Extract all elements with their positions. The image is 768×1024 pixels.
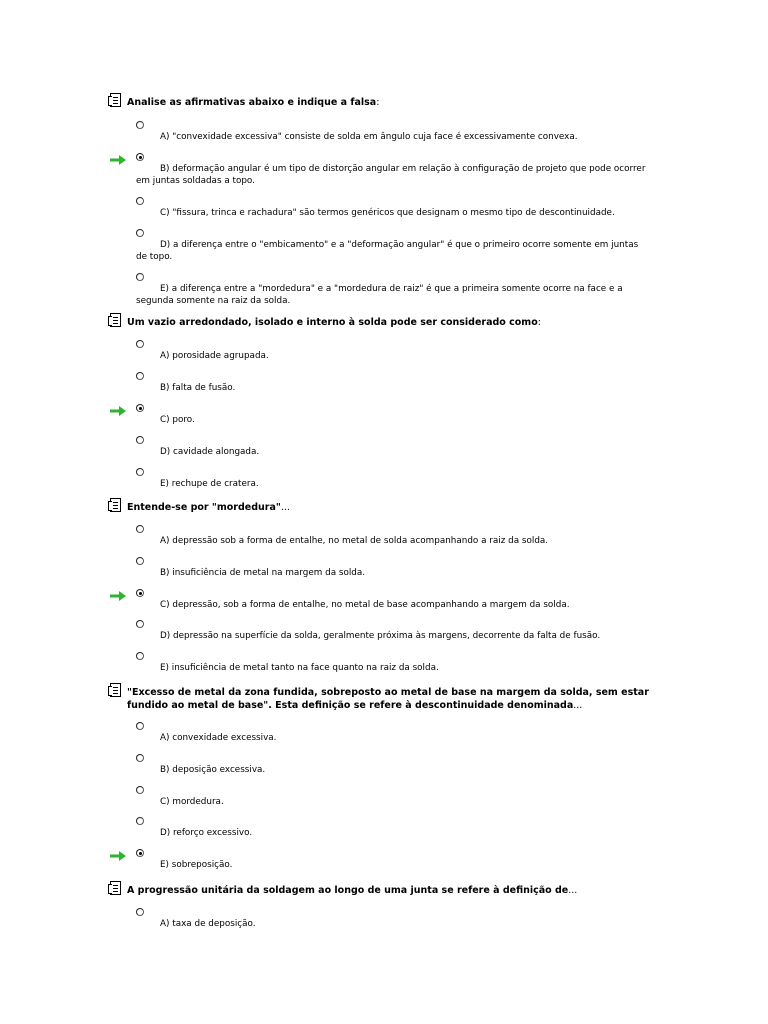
option-text: E) rechupe de cratera. [160, 479, 259, 489]
option-text: B) insuficiência de metal na margem da solda. [160, 568, 366, 578]
option-text: A) porosidade agrupada. [160, 351, 269, 361]
correct-answer-arrow-icon [110, 155, 126, 165]
question-2 [110, 316, 670, 489]
question-suffix: ... [280, 502, 290, 513]
radio-button[interactable] [136, 557, 144, 565]
radio-button[interactable] [136, 468, 144, 476]
question-4 [110, 686, 670, 870]
radio-button[interactable] [136, 817, 144, 825]
correct-answer-arrow-icon [110, 851, 126, 861]
radio-button[interactable] [136, 436, 144, 444]
radio-button[interactable] [136, 908, 144, 916]
option-text: D) depressão na superfície da solda, geralmente próxima às margens, decorrente da falta de fusão. [160, 631, 601, 641]
question-prompt [110, 96, 670, 109]
radio-button[interactable] [136, 121, 144, 129]
radio-button-selected[interactable] [136, 589, 144, 597]
radio-button[interactable] [136, 652, 144, 660]
option-text: A) taxa de deposição. [160, 919, 256, 929]
radio-button[interactable] [136, 340, 144, 348]
radio-button[interactable] [136, 372, 144, 380]
question-1 [110, 96, 670, 306]
correct-answer-arrow-icon [110, 591, 126, 601]
correct-answer-arrow-icon [110, 406, 126, 416]
radio-button-selected[interactable] [136, 404, 144, 412]
question-text: "Excesso de metal da zona fundida, sobreposto ao metal de base na margem da solda, sem estar fundido ao metal de base". Esta definição se refere à descontinuidade denominada [127, 687, 649, 711]
radio-button[interactable] [136, 197, 144, 205]
question-suffix: ... [573, 700, 583, 711]
question-note-icon [110, 93, 121, 107]
radio-button[interactable] [136, 722, 144, 730]
radio-button[interactable] [136, 786, 144, 794]
radio-button[interactable] [136, 229, 144, 237]
radio-button[interactable] [136, 620, 144, 628]
option-text: A) convexidade excessiva. [160, 733, 277, 743]
option-text: E) a diferença entre a "mordedura" e a "mordedura de raiz" é que a primeira somente ocorre na face e a segunda somente na raiz da solda. [136, 284, 623, 306]
radio-button[interactable] [136, 525, 144, 533]
question-text: Analise as afirmativas abaixo e indique a falsa [127, 97, 377, 108]
question-note-icon [110, 498, 121, 512]
option-text: D) reforço excessivo. [160, 828, 253, 838]
option-text: C) mordedura. [160, 797, 224, 807]
option-text: C) poro. [160, 415, 195, 425]
question-text: A progressão unitária da soldagem ao longo de uma junta se refere à definição de [127, 885, 569, 896]
question-3 [110, 501, 670, 673]
option-text: E) insuficiência de metal tanto na face quanto na raiz da solda. [160, 663, 439, 673]
option-text: A) "convexidade excessiva" consiste de solda em ângulo cuja face é excessivamente convexa. [160, 132, 578, 142]
question-prompt [110, 316, 670, 329]
radio-button[interactable] [136, 273, 144, 281]
question-note-icon [110, 881, 121, 895]
option-text: C) "fissura, trinca e rachadura" são termos genéricos que designam o mesmo tipo de descontinuidade. [160, 208, 615, 218]
option-text: E) sobreposição. [160, 860, 233, 870]
option-text: B) falta de fusão. [160, 383, 236, 393]
question-prompt [110, 501, 670, 514]
question-text: Entende-se por "mordedura" [127, 502, 281, 513]
question-suffix: : [537, 317, 541, 328]
option-text: B) deformação angular é um tipo de distorção angular em relação à configuração de projeto que pode ocorrer em juntas soldadas a topo. [136, 164, 646, 186]
question-prompt [110, 686, 670, 712]
question-text: Um vazio arredondado, isolado e interno à solda pode ser considerado como [127, 317, 538, 328]
radio-button-selected[interactable] [136, 849, 144, 857]
radio-button-selected[interactable] [136, 153, 144, 161]
question-5 [110, 884, 670, 929]
option-text: D) cavidade alongada. [160, 447, 260, 457]
question-note-icon [110, 313, 121, 327]
option-text: C) depressão, sob a forma de entalhe, no metal de base acompanhando a margem da solda. [160, 600, 570, 610]
option-text: D) a diferença entre o "embicamento" e a "deformação angular" é que o primeiro ocorre somente em juntas de topo. [136, 240, 639, 262]
radio-button[interactable] [136, 754, 144, 762]
question-note-icon [110, 683, 121, 697]
option-text: A) depressão sob a forma de entalhe, no metal de solda acompanhando a raiz da solda. [160, 536, 549, 546]
option-text: B) deposição excessiva. [160, 765, 266, 775]
question-prompt [110, 884, 670, 897]
question-suffix: : [376, 97, 380, 108]
question-suffix: ... [568, 885, 578, 896]
